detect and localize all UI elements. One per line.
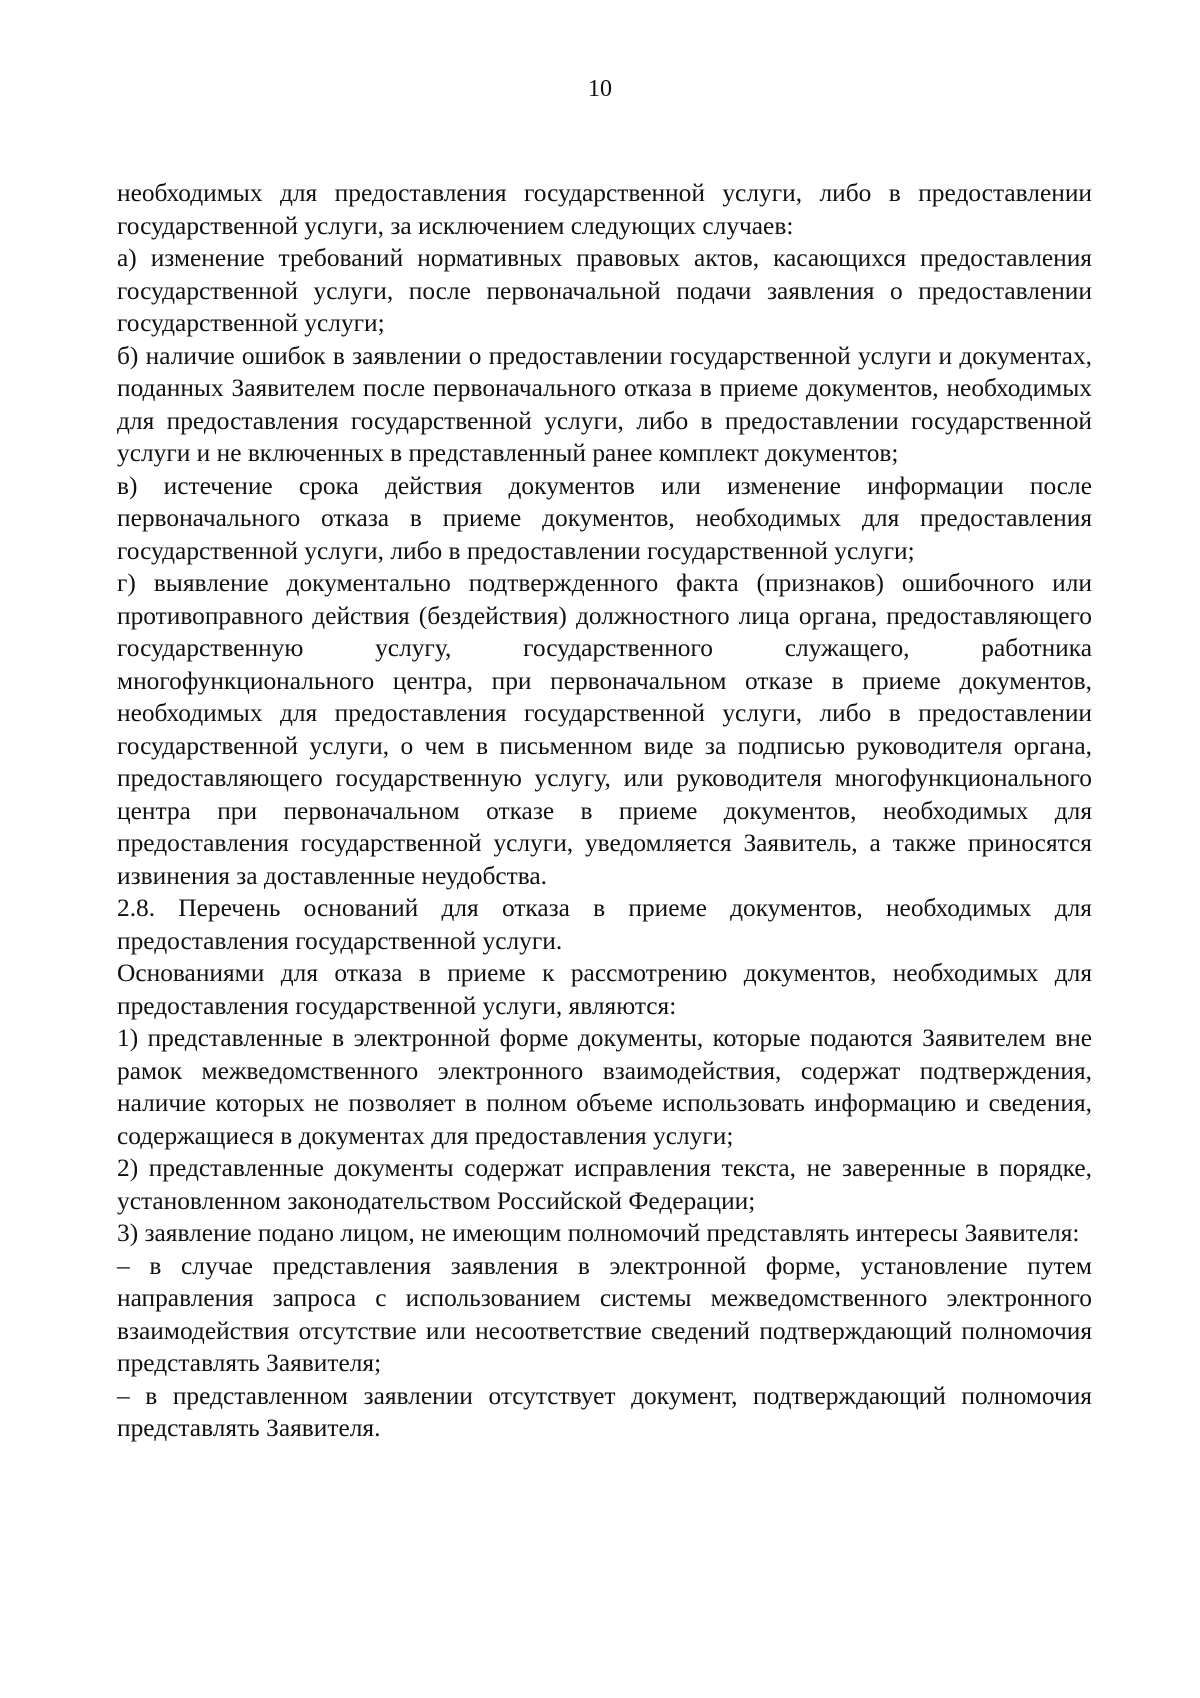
paragraph-grounds-intro: Основаниями для отказа в приеме к рассмотрению документов, необходимых для предоставления государственной услуги, являются: bbox=[117, 959, 1092, 1020]
paragraph-item-g: г) выявление документально подтвержденного факта (признаков) ошибочного или противоправного действия (бездействия) должностного лица органа, предоставляющего государственную услугу, государственного служащего, работника многофункционального центра, при первоначальном отказе в приеме документов, необходимых для предоставления государственной услуги, либо в предоставлении государственной услуги, о чем в письменном виде за подписью руководителя органа, предоставляющего государственную услугу, или руководителя многофункционального центра при первоначальном отказе в приеме документов, необходимых для предоставления государственной услуги, уведомляется Заявитель, а также приносятся извинения за доставленные неудобства. bbox=[117, 569, 1092, 890]
paragraph-item-2: 2) представленные документы содержат исправления текста, не заверенные в порядке, установленном законодательством Российской Федерации; bbox=[117, 1154, 1092, 1215]
page-number: 10 bbox=[588, 76, 612, 102]
section-heading-2-8: 2.8. Перечень оснований для отказа в приеме документов, необходимых для предоставления государственной услуги. bbox=[117, 894, 1092, 955]
paragraph-dash-1: – в случае представления заявления в электронной форме, установление путем направления запроса с использованием системы межведомственного электронного взаимодействия отсутствие или несоответствие сведений подтверждающий полномочия представлять Заявителя; bbox=[117, 1251, 1092, 1377]
paragraph-dash-2: – в представленном заявлении отсутствует документ, подтверждающий полномочия представлять Заявителя. bbox=[117, 1381, 1092, 1442]
paragraph-item-v: в) истечение срока действия документов или изменение информации после первоначального отказа в приеме документов, необходимых для предоставления государственной услуги, либо в предоставлении государственной услуги; bbox=[117, 471, 1092, 565]
document-body bbox=[117, 177, 1092, 1445]
paragraph-item-a: а) изменение требований нормативных правовых актов, касающихся предоставления государственной услуги, после первоначальной подачи заявления о предоставлении государственной услуги; bbox=[117, 244, 1092, 337]
paragraph-continuation: необходимых для предоставления государственной услуги, либо в предоставлении государственной услуги, за исключением следующих случаев: bbox=[117, 179, 1092, 240]
paragraph-item-1: 1) представленные в электронной форме документы, которые подаются Заявителем вне рамок межведомственного электронного взаимодействия, содержат подтверждения, наличие которых не позволяет в полном объеме использовать информацию и сведения, содержащиеся в документах для предоставления услуги; bbox=[117, 1024, 1092, 1150]
paragraph-item-b: б) наличие ошибок в заявлении о предоставлении государственной услуги и документах, поданных Заявителем после первоначального отказа в приеме документов, необходимых для предоставления государственной услуги, либо в предоставлении государственной услуги и не включенных в представленный ранее комплект документов; bbox=[117, 341, 1092, 467]
paragraph-item-3: 3) заявление подано лицом, не имеющим полномочий представлять интересы Заявителя: bbox=[117, 1219, 1080, 1247]
